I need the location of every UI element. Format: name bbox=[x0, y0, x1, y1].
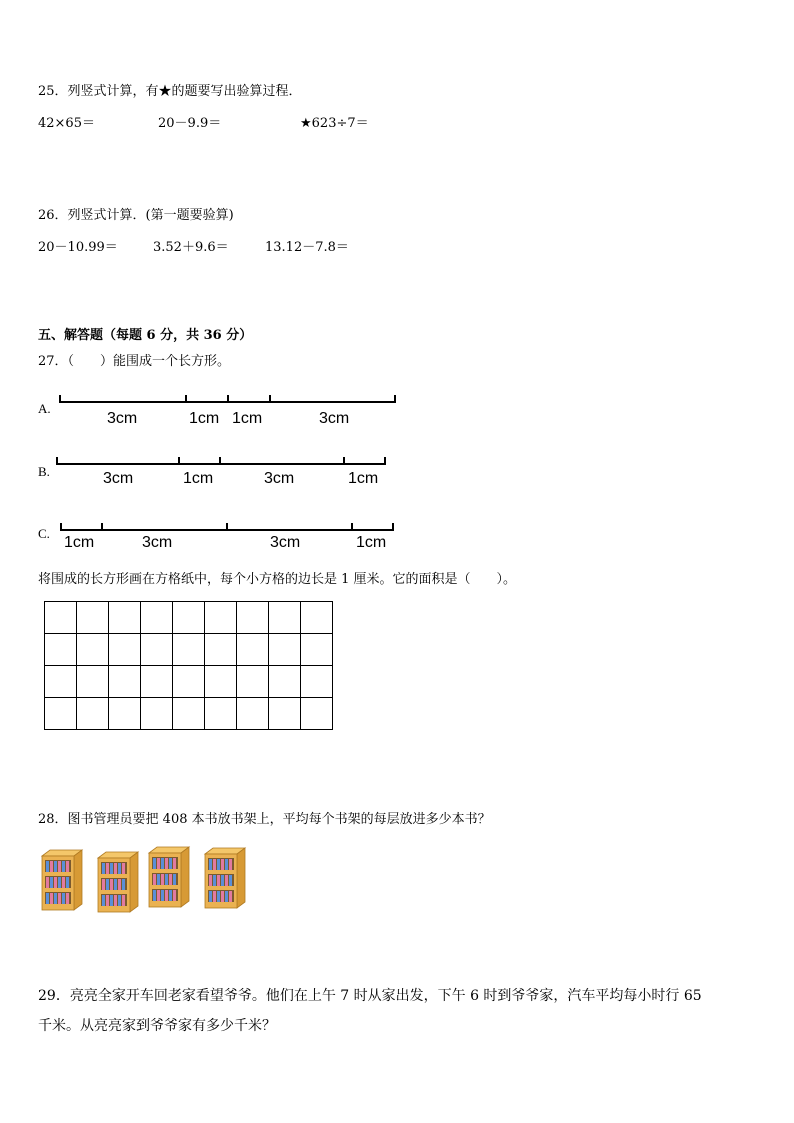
option-c-segment-1: 1cm bbox=[64, 534, 95, 551]
option-c-tick bbox=[392, 523, 394, 531]
option-a-segment-2: 1cm bbox=[189, 410, 220, 427]
option-a-tick bbox=[185, 395, 187, 403]
q27-title: 27．（ ）能围成一个长方形。 bbox=[38, 354, 231, 369]
q27-area-prompt: 将围成的长方形画在方格纸中，每个小方格的边长是 1 厘米。它的面积是（ ）。 bbox=[38, 572, 517, 587]
option-a-segment-4: 3cm bbox=[319, 410, 350, 427]
q26-expr-2: 3.52＋9.6＝ bbox=[153, 240, 229, 255]
option-c-tick bbox=[226, 523, 228, 531]
q25-title: 25．列竖式计算，有★的题要写出验算过程． bbox=[38, 84, 302, 99]
bookshelf-icon bbox=[38, 848, 84, 912]
bookshelf-icon bbox=[201, 846, 247, 910]
option-c-segment-3: 3cm bbox=[270, 534, 301, 551]
option-a-tick bbox=[227, 395, 229, 403]
q29-line-1: 29．亮亮全家开车回老家看望爷爷。他们在上午 7 时从家出发，下午 6 时到爷爷家，汽车平均每小时行 65 bbox=[38, 988, 702, 1004]
bookshelf-icon bbox=[94, 850, 140, 914]
q29-line-2: 千米。从亮亮家到爷爷家有多少千米？ bbox=[38, 1018, 276, 1034]
option-b-ruler bbox=[56, 463, 386, 465]
option-a-tick bbox=[59, 395, 61, 403]
q25-expr-1: 42×65＝ bbox=[38, 116, 95, 131]
square-grid bbox=[44, 601, 333, 730]
section-title: 五、解答题（每题 6 分，共 36 分） bbox=[38, 328, 253, 343]
option-b-segment-2: 1cm bbox=[183, 470, 214, 487]
option-a-tick bbox=[394, 395, 396, 403]
option-c-tick bbox=[101, 523, 103, 531]
option-b-segment-3: 3cm bbox=[264, 470, 295, 487]
q26-title: 26．列竖式计算．(第一题要验算) bbox=[38, 208, 234, 223]
q26-expr-1: 20－10.99＝ bbox=[38, 240, 118, 255]
option-b-tick bbox=[343, 457, 345, 465]
option-c-tick bbox=[351, 523, 353, 531]
option-c-segment-4: 1cm bbox=[356, 534, 387, 551]
option-b-tick bbox=[219, 457, 221, 465]
option-b-tick bbox=[384, 457, 386, 465]
option-b-label: B. bbox=[38, 464, 50, 479]
option-c-segment-2: 3cm bbox=[142, 534, 173, 551]
option-a-label: A. bbox=[38, 401, 51, 416]
q26-expr-3: 13.12－7.8＝ bbox=[265, 240, 349, 255]
option-b-segment-4: 1cm bbox=[348, 470, 379, 487]
q25-expr-2: 20－9.9＝ bbox=[158, 116, 222, 131]
option-c-tick bbox=[60, 523, 62, 531]
option-a-segment-3: 1cm bbox=[232, 410, 263, 427]
q25-expr-3: ★623÷7＝ bbox=[300, 116, 369, 131]
option-b-tick bbox=[178, 457, 180, 465]
option-b-segment-1: 3cm bbox=[103, 470, 134, 487]
bookshelf-icon bbox=[145, 845, 191, 909]
option-c-label: C. bbox=[38, 526, 50, 541]
option-a-segment-1: 3cm bbox=[107, 410, 138, 427]
option-a-tick bbox=[269, 395, 271, 403]
q28-title: 28．图书管理员要把 408 本书放书架上，平均每个书架的每层放进多少本书？ bbox=[38, 812, 491, 827]
option-b-tick bbox=[56, 457, 58, 465]
